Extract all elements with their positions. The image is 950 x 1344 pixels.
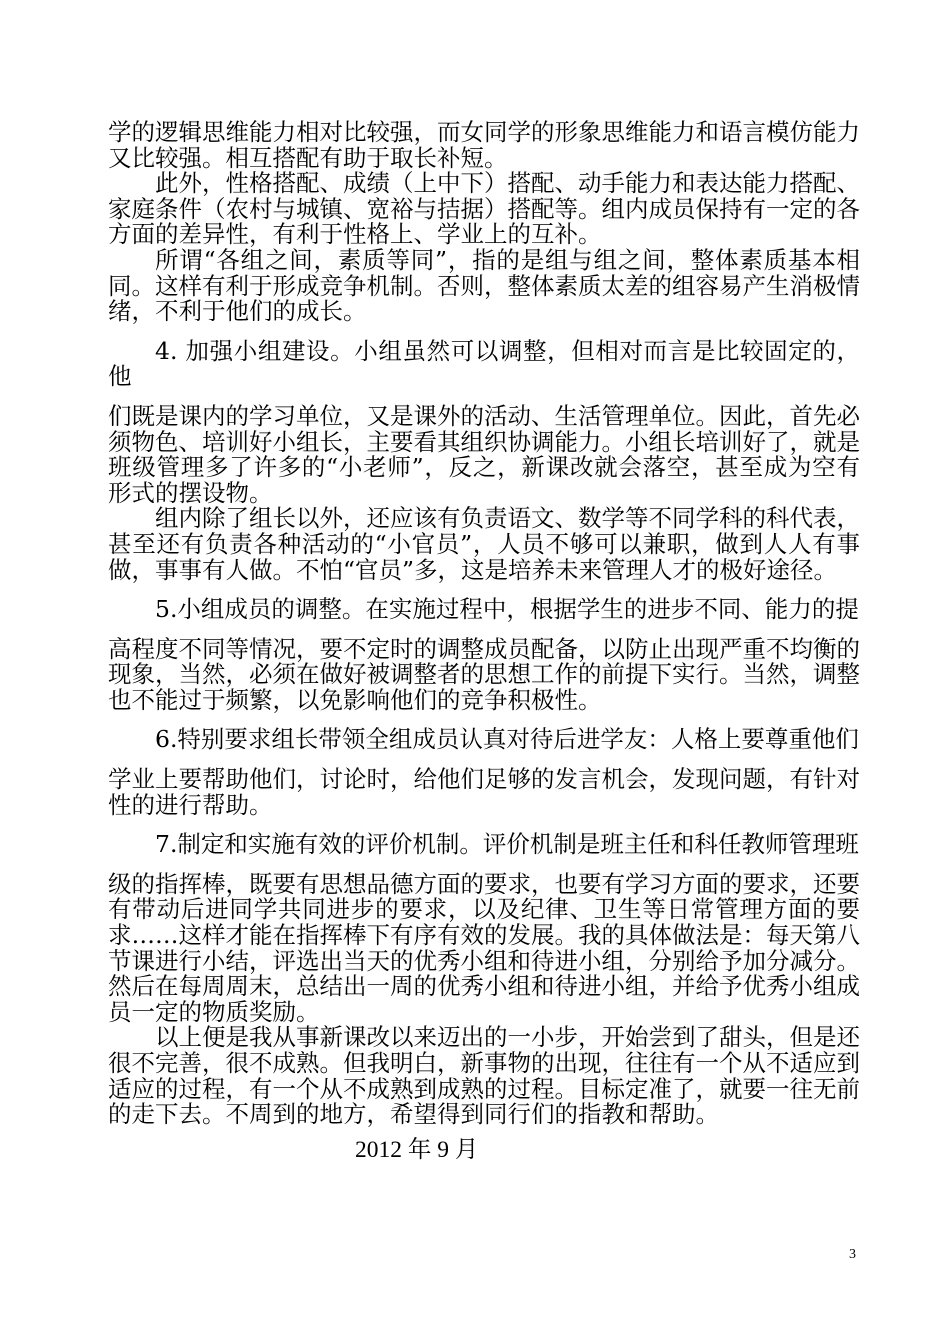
paragraph-conclusion: 以上便是我从事新课改以来迈出的一小步，开始尝到了甜头，但是还很不完善，很不成熟。但我明白，新事物的出现，往往有一个从不适应到适应的过程，有一个从不成熟到成熟的过程。目标定准了，就要一往无前的走下去。不周到的地方，希望得到同行们的指教和帮助。 [108, 1023, 860, 1129]
paragraph-item-7-body: 级的指挥棒，既要有思想品德方面的要求，也要有学习方面的要求，还要有带动后进同学共同进步的要求，以及纪律、卫生等日常管理方面的要求……这样才能在指挥棒下有序有效的发展。我的具体做法是：每天第八节课进行小结，评选出当天的优秀小组和待进小组，分别给予加分减分。然后在每周周末，总结出一周的优秀小组和待进小组，并给予优秀小组成员一定的物质奖励。 [108, 869, 860, 1026]
paragraph-item-7-heading: 7.制定和实施有效的评价机制。评价机制是班主任和科任教师管理班 [155, 830, 859, 859]
paragraph-other-pairings: 此外，性格搭配、成绩（上中下）搭配、动手能力和表达能力搭配、家庭条件（农村与城镇、宽裕与拮据）搭配等。组内成员保持有一定的各方面的差异性，有利于性格上、学业上的互补。 [108, 169, 860, 249]
page-number: 3 [849, 1247, 856, 1262]
paragraph-item-4-body: 们既是课内的学习单位，又是课外的活动、生活管理单位。因此，首先必须物色、培训好小组长，主要看其组织协调能力。小组长培训好了，就是班级管理多了许多的“小老师”，反之，新课改就会落空，甚至成为空有形式的摆设物。 [108, 401, 860, 507]
paragraph-item-4-heading: 4. 加强小组建设。小组虽然可以调整，但相对而言是比较固定的，他 [108, 336, 860, 391]
paragraph-item-6-body: 学业上要帮助他们，讨论时，给他们足够的发言机会，发现问题，有针对性的进行帮助。 [108, 765, 860, 819]
paragraph-item-5-heading: 5.小组成员的调整。在实施过程中，根据学生的进步不同、能力的提 [155, 595, 859, 624]
paragraph-group-equality: 所谓“各组之间，素质等同”，指的是组与组之间，整体素质基本相同。这样有利于形成竞争机制。否则，整体素质太差的组容易产生消极情绪，不利于他们的成长。 [108, 245, 860, 326]
paragraph-group-roles: 组内除了组长以外，还应该有负责语文、数学等不同学科的科代表，甚至还有负责各种活动的“小官员”，人员不够可以兼职，做到人人有事做，事事有人做。不怕“官员”多，这是培养未来管理人才的极好途径。 [108, 504, 860, 584]
document-date: 2012 年 9 月 [355, 1137, 479, 1163]
paragraph-gender-pairing: 学的逻辑思维能力相对比较强，而女同学的形象思维能力和语言模仿能力又比较强。相互搭配有助于取长补短。 [108, 118, 860, 172]
document-body [108, 120, 860, 1128]
paragraph-item-6-heading: 6.特别要求组长带领全组成员认真对待后进学友：人格上要尊重他们 [155, 725, 859, 754]
paragraph-item-5-body: 高程度不同等情况，要不定时的调整成员配备，以防止出现严重不均衡的现象，当然，必须在做好被调整者的思想工作的前提下实行。当然，调整也不能过于频繁，以免影响他们的竞争积极性。 [108, 634, 860, 714]
